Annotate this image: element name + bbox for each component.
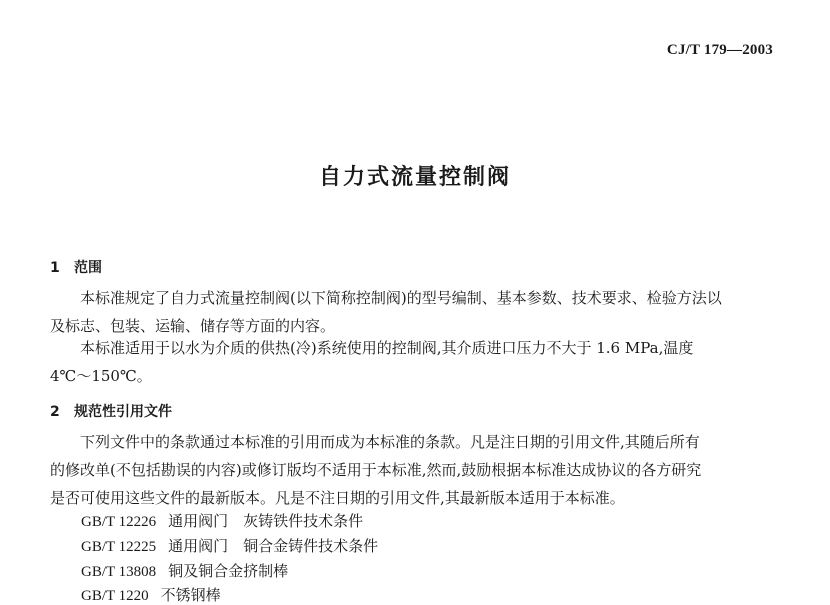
reference-code: GB/T 1220 <box>81 588 149 604</box>
reference-item <box>81 510 363 531</box>
text-line: 是否可使用这些文件的最新版本。凡是不注日期的引用文件,其最新版本适用于本标准。 <box>50 489 625 507</box>
reference-code: GB/T 12226 <box>81 514 157 530</box>
reference-name: 通用阀门 灰铸铁件技术条件 <box>168 512 364 530</box>
section-1-paragraph-1 <box>50 284 778 340</box>
text-line: 本标准适用于以水为介质的供热(冷)系统使用的控制阀,其介质进口压力不大于 1.6 MPa,温度 <box>80 339 694 357</box>
text-line: 及标志、包装、运输、储存等方面的内容。 <box>50 317 336 335</box>
section-2-title: 规范性引用文件 <box>74 404 172 420</box>
section-2-heading <box>50 401 172 421</box>
text-line: 的修改单(不包括勘误的内容)或修订版均不适用于本标准,然而,鼓励根据本标准达成协议的各方研究 <box>50 461 702 479</box>
section-2-number: 2 <box>50 404 60 420</box>
reference-code: GB/T 13808 <box>81 564 157 580</box>
document-title: 自力式流量控制阀 <box>318 165 511 190</box>
reference-name: 通用阀门 铜合金铸件技术条件 <box>168 537 379 555</box>
reference-item <box>81 535 378 556</box>
reference-item <box>81 584 221 605</box>
text-line: 下列文件中的条款通过本标准的引用而成为本标准的条款。凡是注日期的引用文件,其随后所有 <box>80 433 700 451</box>
standard-code: CJ/T 179—2003 <box>666 42 773 58</box>
section-1-paragraph-2 <box>50 334 778 390</box>
section-1-heading <box>50 257 102 277</box>
text-line: 4℃～150℃。 <box>50 367 152 385</box>
section-1-number: 1 <box>50 260 60 276</box>
reference-name: 不锈钢棒 <box>160 586 221 604</box>
reference-name: 铜及铜合金挤制棒 <box>168 562 289 580</box>
section-1-title: 范围 <box>74 260 102 276</box>
section-2-paragraph-1 <box>50 428 778 512</box>
reference-item <box>81 560 288 581</box>
reference-code: GB/T 12225 <box>81 539 157 555</box>
text-line: 本标准规定了自力式流量控制阀(以下简称控制阀)的型号编制、基本参数、技术要求、检验方法以 <box>80 289 722 307</box>
